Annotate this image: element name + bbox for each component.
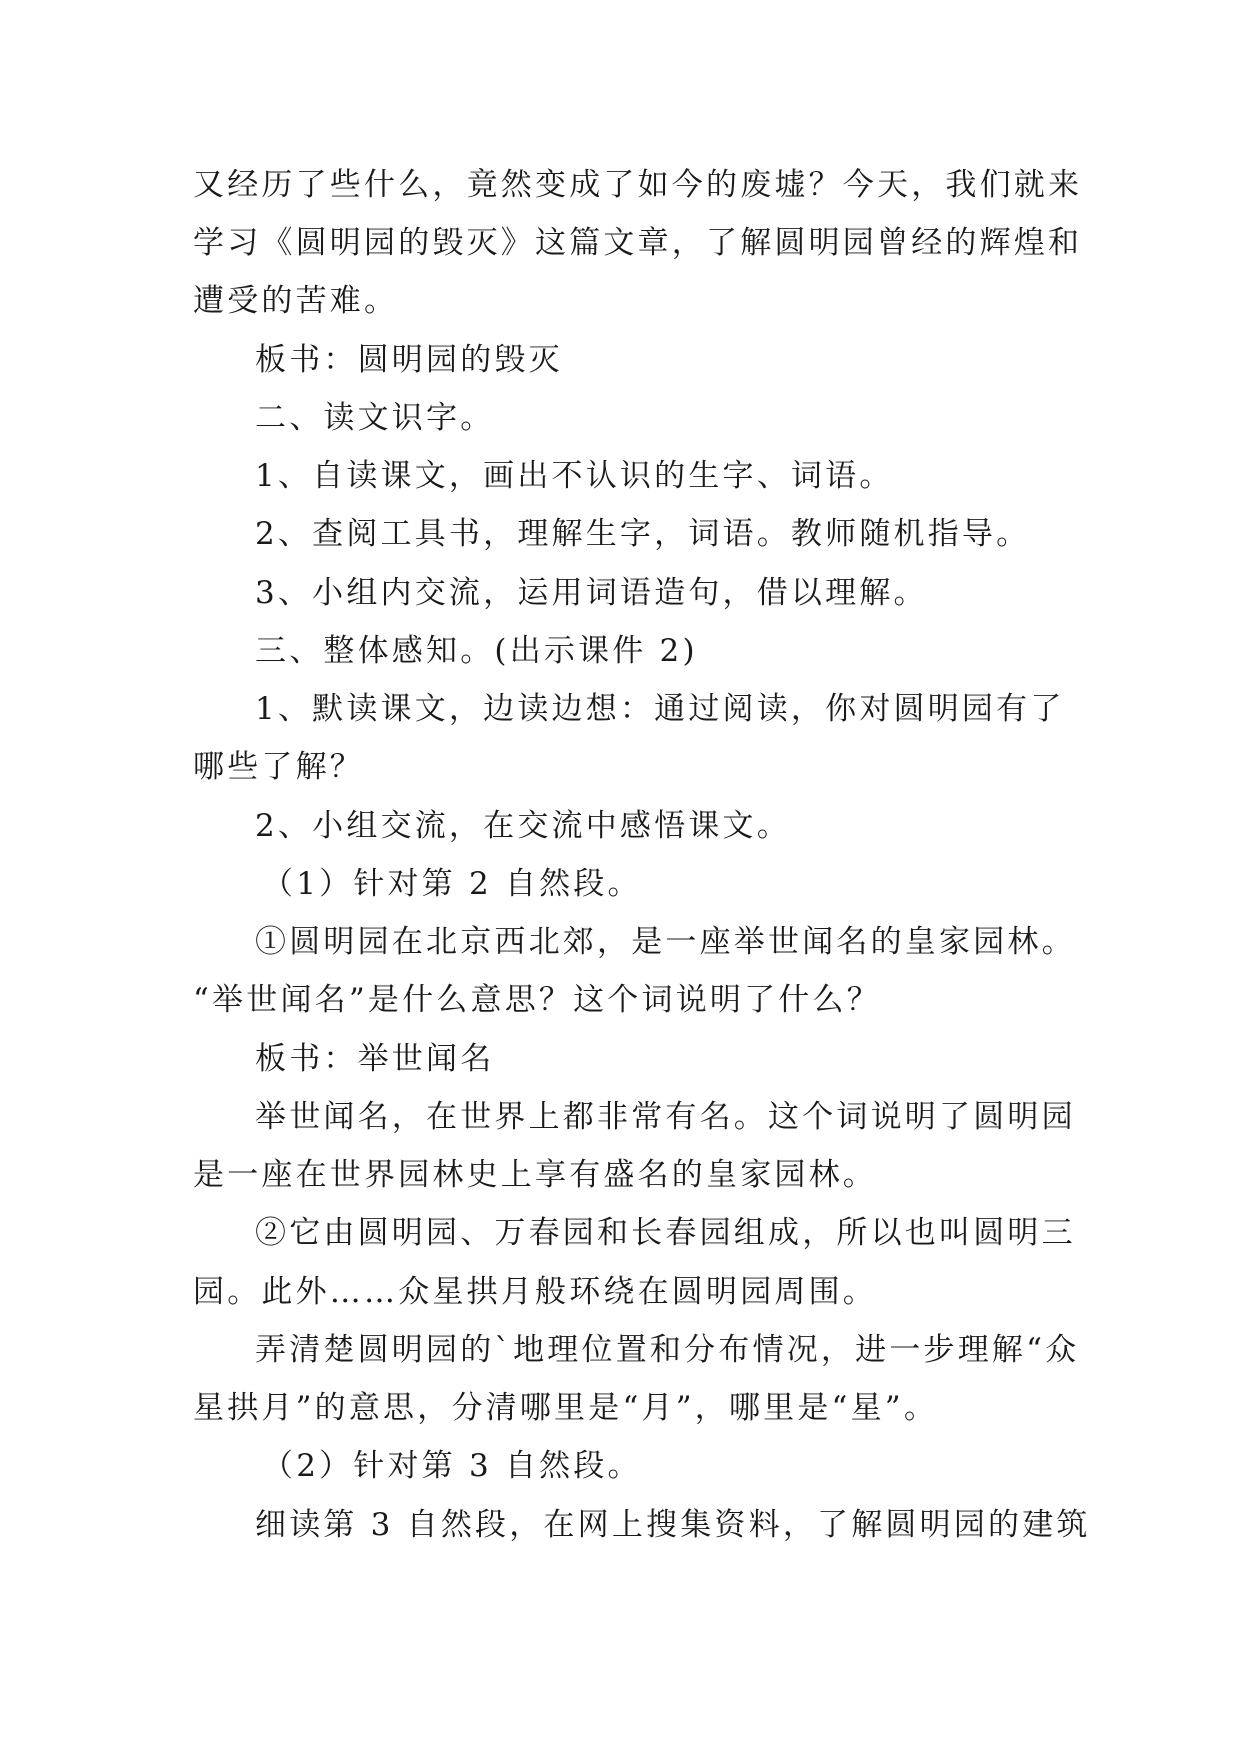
- text-line: 星拱月”的意思，分清哪里是“月”，哪里是“星”。: [193, 1390, 939, 1426]
- text-line: 园。此外……众星拱月般环绕在圆明园周围。: [193, 1274, 877, 1310]
- text-line: 1、默读课文，边读边想：通过阅读，你对圆明园有了: [255, 691, 1065, 727]
- section-heading: 二、读文识字。: [255, 400, 495, 436]
- text-line: 2、小组交流，在交流中感悟课文。: [255, 808, 791, 844]
- text-line: “举世闻名”是什么意思？这个词说明了什么？: [193, 982, 881, 1018]
- text-line: ①圆明园在北京西北郊，是一座举世闻名的皇家园林。: [255, 924, 1076, 960]
- subsection-heading: （2）针对第 3 自然段。: [262, 1448, 642, 1484]
- text-line: 遭受的苦难。: [193, 283, 399, 319]
- text-line: 又经历了些什么，竟然变成了如今的废墟？今天，我们就来: [193, 167, 1083, 203]
- text-line: 细读第 3 自然段，在网上搜集资料，了解圆明园的建筑: [255, 1507, 1091, 1543]
- section-heading: 三、整体感知。(出示课件 2): [255, 633, 698, 669]
- text-line: 2、查阅工具书，理解生字，词语。教师随机指导。: [255, 516, 1031, 552]
- text-line: 举世闻名，在世界上都非常有名。这个词说明了圆明园: [255, 1099, 1076, 1135]
- text-line: 3、小组内交流，运用词语造句，借以理解。: [255, 575, 928, 611]
- subsection-heading: （1）针对第 2 自然段。: [262, 866, 642, 902]
- text-line: ②它由圆明园、万春园和长春园组成，所以也叫圆明三: [255, 1215, 1076, 1251]
- text-line: 板书：圆明园的毁灭: [255, 342, 563, 378]
- text-line: 板书：举世闻名: [255, 1041, 495, 1077]
- text-line: 1、自读课文，画出不认识的生字、词语。: [255, 458, 894, 494]
- text-line: 学习《圆明园的毁灭》这篇文章，了解圆明园曾经的辉煌和: [193, 225, 1083, 261]
- text-line: 哪些了解？: [193, 749, 364, 785]
- text-line: 弄清楚圆明园的`地理位置和分布情况，进一步理解“众: [255, 1332, 1080, 1368]
- text-line: 是一座在世界园林史上享有盛名的皇家园林。: [193, 1157, 877, 1193]
